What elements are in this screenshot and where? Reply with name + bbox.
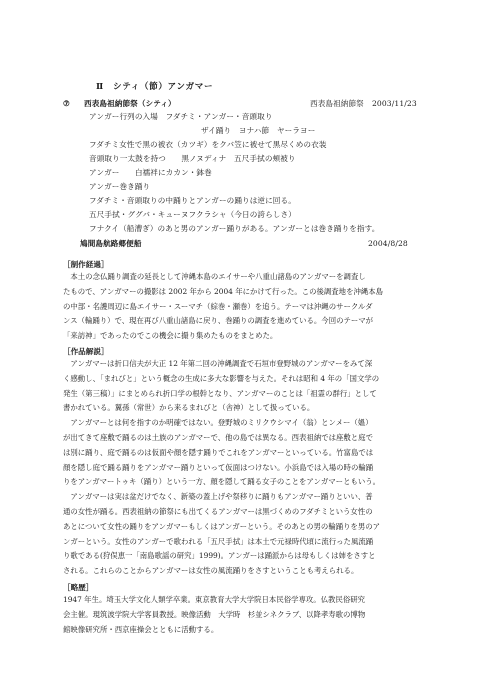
sequence-line: アンガー 白襦袢にカカン・鉢巻 xyxy=(89,168,212,177)
paragraph-line: 1947 年生。埼玉大学文化人類学卒業。東京教育大学大学院日本民俗学専攻。仏教民俗研究 xyxy=(63,595,366,604)
paragraph-line: 通の女性が踊る。西表祖納の節祭にも出てくるアンガマーは黒づくめのフダチミという女性の xyxy=(63,506,373,516)
paragraph-line: ンガーという。女性のアンガーで歌われる「五尺手拭」は本土で元禄時代頃に流行った風流踊 xyxy=(63,536,374,546)
section-body-biography xyxy=(63,593,365,637)
paragraph-line: される。これらのことからアンガマーは女性の風流踊りをさすということも考えられる。 xyxy=(63,566,359,576)
paragraph-line: 書かれている。翼孫（常世）から来るまれびと（舎神）として扱っている。 xyxy=(63,403,315,413)
paragraph-line: 本土の念仏踊り調査の延長として沖縄本島のエイサーや八重山諸島のアンガマーを調査し xyxy=(63,272,366,281)
sequence-line: 音頭取り一太鼓を持つ 黒ノヌディナ 五尺手拭の頬被り xyxy=(89,154,296,163)
item-source: 西表島祖納節祭 xyxy=(310,99,364,108)
paragraph-line: ンス（輪踊り）で、現在再び八重山諸島に戻り、巻踊りの調査を進めている。今回のテーマが xyxy=(63,316,374,326)
sequence-line: アンガー行列の入場 フダチミ・アンガー・音頭取り xyxy=(89,112,273,121)
sequence-line: アンガー巻き踊り xyxy=(89,182,151,191)
paragraph-line: りをアンガマートゥキ（踊り）という一方、顔を隠して踊る女子のことをアンガマーともいう。 xyxy=(63,477,381,487)
section-title-production: ［制作経過］ xyxy=(63,260,109,269)
sequence-line: ザイ踊り ヨナハ節 ヤーラヨー xyxy=(201,126,316,135)
paragraph-line: が出てきて座敷で踊るのは土族のアンガマーで、他の島では異なる。西表祖納では座敷と庭で xyxy=(63,432,373,442)
footer-label: 鳩間島航路郷便船 xyxy=(80,239,142,248)
paragraph-line: 発生（第三稿）」にまとめられ折口学の根幹となり、アンガマーのことは「祖霊の群行」として xyxy=(63,388,377,398)
paragraph-line: あとについて女性の踊りをアンガマーもしくはアンガーという。そのあとの男の輪踊りを男のア xyxy=(63,521,381,531)
paragraph-line: は別に踊り、庭で踊るのは仮面や顔を隠す踊りでこれをアンガマーといっている。竹富島では xyxy=(63,447,374,457)
footer-date: 2004/8/28 xyxy=(368,239,408,248)
paragraph-line: アンガマーとは何を指すのか明確ではない。登野城のミリクウシマイ（翁）とンメー（媼） xyxy=(63,418,373,428)
sequence-line: フダチミ女性で黒の被衣（カツギ）をクバ笠に被せて黒尽くめの衣装 xyxy=(89,140,327,149)
paragraph-line: たもので、アンガマーの撮影は 2002 年から 2004 年にかけて行った。この後調査地を沖縄本島 xyxy=(63,286,384,296)
section-heading: Ⅱ シティ（節）アンガマー xyxy=(96,82,214,92)
item-number: ⑦ xyxy=(63,99,70,108)
section-body-production xyxy=(63,270,383,344)
item-title: 西表島祖納節祭（シティ） xyxy=(84,99,176,108)
paragraph-line: 会主催。現筑波学院大学客員教授。映像活動 大学時 杉並シネクラブ、以降孝寿歌の博物 xyxy=(63,609,366,619)
paragraph-line: り歌である(狩俣恵一「南島歌謡の研究」1999)。アンガーは踊派からは母もしくは姉をさすと xyxy=(63,551,376,561)
paragraph-line: く感動し、「まれびと」という概念の生成に多大な影響を与えた。それは昭和 4 年の「国文学の xyxy=(63,373,380,383)
paragraph-line: アンガマーは折口信夫が大正 12 年第二回の沖縄調査で石垣市登野城のアンガマーをみて深 xyxy=(63,359,373,368)
paragraph-line: の中部・名護周辺に島エイサー・スーマチ（綜巻・瀬巻）を追う。テーマは沖縄のサークルダ xyxy=(63,301,373,311)
paragraph-line: 顔を隠し庭で踊る踊りをアンガマー踊りといって仮面はつけない。小浜島では入場の時の輪踊 xyxy=(63,462,374,472)
paragraph-line: 館映像研究所・西京座操会とともに活動する。 xyxy=(63,624,219,634)
section-title-biography: ［略歴］ xyxy=(63,583,94,592)
paragraph-line: 「来訪神」であったのでこの機会に撮り集めたものをまとめた。 xyxy=(63,331,278,341)
paragraph-line: アンガマーは実は盆だけでなく、新築の蓋上げや祭移りに踊りもアンガマー踊りといい、普 xyxy=(63,492,373,502)
sequence-line: 五尺手拭・ググバ・キューヌフクラシャ（今日の誇らしさ） xyxy=(89,210,296,219)
section-title-commentary: ［作品解説］ xyxy=(63,347,109,356)
section-body-commentary xyxy=(63,357,380,579)
item-date: 2003/11/23 xyxy=(372,99,417,108)
sequence-line: フナクイ（船漕ぎ）のあと男のアンガー踊りがある。アンガーとは巻き踊りを指す。 xyxy=(89,224,380,233)
sequence-line: フダチミ・音頭取りの中踊りとアンガーの踊りは逆に回る。 xyxy=(89,196,296,205)
